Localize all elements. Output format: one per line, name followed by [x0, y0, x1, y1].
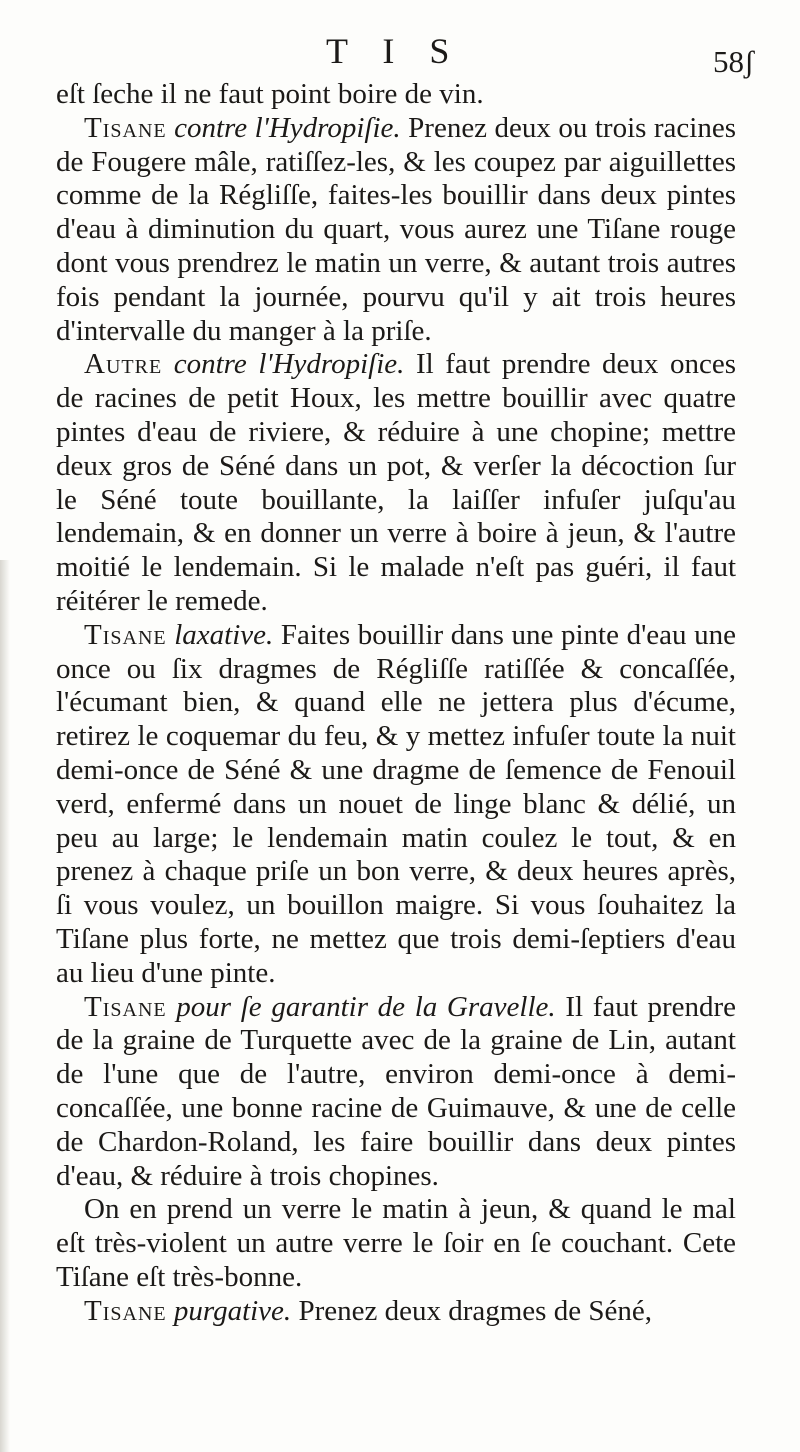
- body-text: [56, 78, 736, 1328]
- recipe-purgative: [56, 1295, 736, 1329]
- paragraph-continuation: [56, 78, 736, 112]
- recipe-lead: Tisane: [84, 1294, 167, 1327]
- recipe-lead: Autre: [84, 348, 163, 381]
- recipe-title: pour ſe garantir de la Gravelle.: [176, 990, 556, 1023]
- running-head: [0, 30, 800, 78]
- page-gutter-shadow: [0, 560, 10, 1452]
- recipe-hydropisie-houx: [56, 348, 736, 618]
- recipe-text: Prenez deux dragmes de Séné,: [298, 1294, 652, 1327]
- recipe-title: contre l'Hydropiſie.: [173, 348, 405, 381]
- recipe-lead: Tisane: [84, 618, 167, 651]
- recipe-text: Prenez deux ou trois racines de Fougere mâle, ratiſſez-les, & les coupez par aiguillettes comme de la Régliſſe, faites-les bouillir dans deux pintes d'eau à diminution du quart, vous aurez une Tiſane rouge dont vous prendrez le matin un verre, & autant trois autres fois pendant la journée, pourvu qu'il y ait trois heures d'intervalle du manger à la priſe.: [56, 111, 737, 347]
- recipe-text: Faites bouillir dans une pinte d'eau une once ou ſix dragmes de Régliſſe ratiſſée & concaſſée, l'écumant bien, & quand elle ne jettera plus d'écume, retirez le coquemar du feu, & y mettez infuſer toute la nuit demi-once de Séné & une dragme de ſemence de Fenouil verd, enfermé dans un nouet de linge blanc & délié, un peu au large; le lendemain matin coulez le tout, & en prenez à chaque priſe un bon verre, & deux heures après, ſi vous voulez, un bouillon maigre. Si vous ſouhaitez la Tiſane plus forte, ne mettez que trois demi-ſeptiers d'eau au lieu d'une pinte.: [56, 618, 737, 989]
- recipe-lead: Tisane: [84, 990, 167, 1023]
- recipe-gravelle: [56, 991, 736, 1194]
- recipe-title: contre l'Hydropiſie.: [174, 111, 401, 144]
- recipe-lead: Tisane: [84, 111, 167, 144]
- recipe-hydropisie-fougere: [56, 112, 736, 349]
- recipe-title: purgative.: [173, 1294, 292, 1327]
- recipe-text: Il faut prendre de la graine de Turquette avec de la graine de Lin, autant de l'une que de l'autre, environ demi-once à demi-concaſſée, une bonne racine de Guimauve, & une de celle de Chardon-Roland, les faire bouillir dans deux pintes d'eau, & réduire à trois chopines.: [56, 990, 737, 1192]
- running-head-title: T I S: [326, 31, 463, 71]
- recipe-title: laxative.: [174, 618, 274, 651]
- recipe-gravelle-dosage: [56, 1193, 736, 1294]
- paragraph-text: On en prend un verre le matin à jeun, & quand le mal eſt très-violent un autre verre le ſoir en ſe couchant. Cete Tiſane eſt très-bonne.: [56, 1193, 736, 1293]
- page-number: 58ʃ: [713, 44, 755, 79]
- recipe-laxative: [56, 619, 736, 991]
- recipe-text: Il faut prendre deux onces de racines de petit Houx, les mettre bouillir avec quatre pintes d'eau de riviere, & réduire à une chopine; mettre deux gros de Séné dans un pot, & verſer la décoction ſur le Séné toute bouillante, la laiſſer infuſer juſqu'au lendemain, & en donner un verre à boire à jeun, & l'autre moitié le lendemain. Si le malade n'eſt pas guéri, il faut réitérer le remede.: [56, 348, 737, 617]
- paragraph-text: eſt ſeche il ne faut point boire de vin.: [56, 78, 484, 110]
